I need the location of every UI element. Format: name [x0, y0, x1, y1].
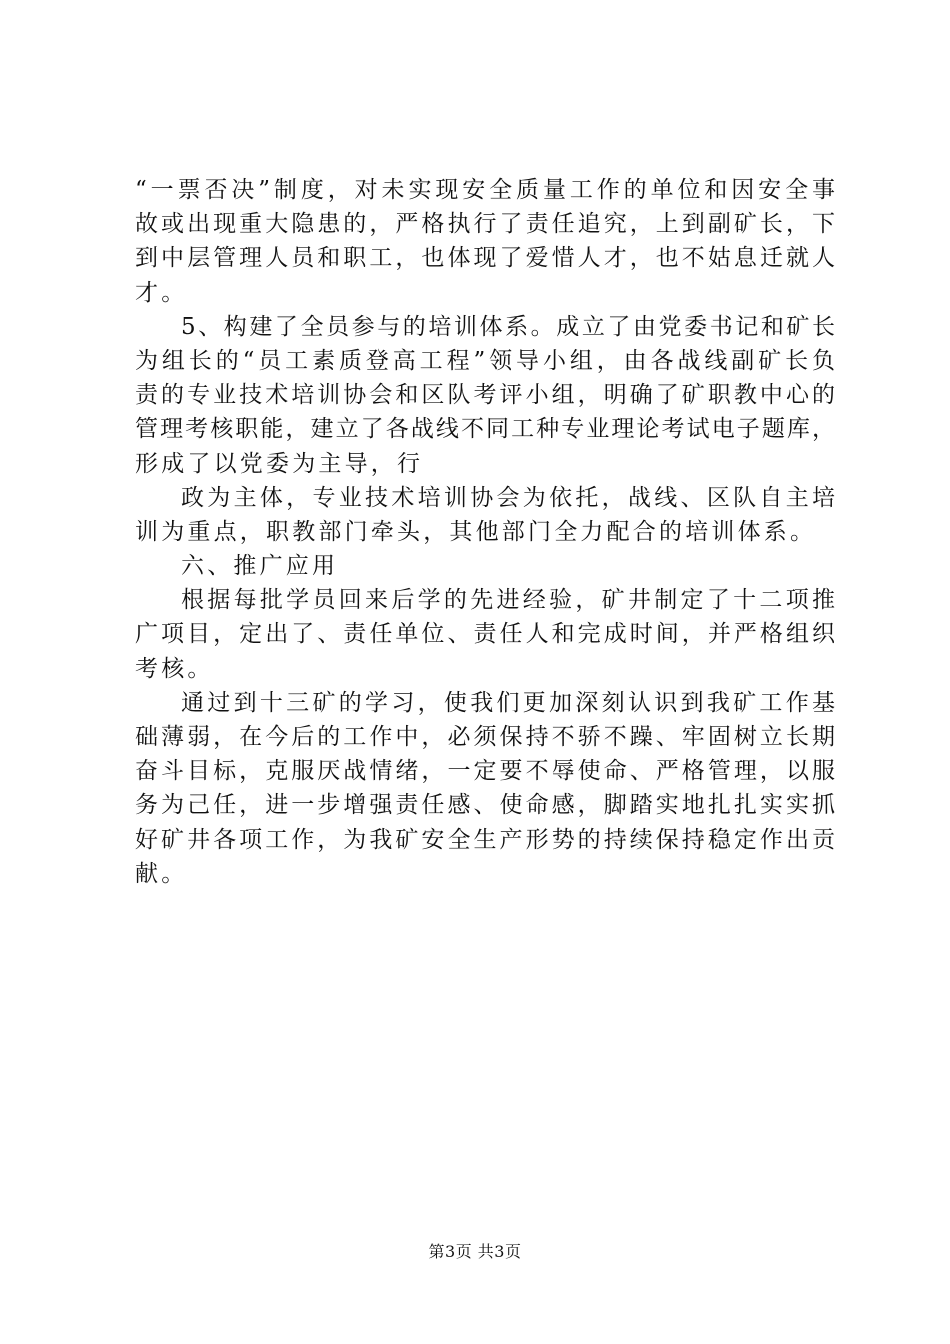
text-line: 故或出现重大隐患的，严格执行了责任追究，上到副矿长，下: [135, 211, 835, 238]
text-line: 通过到十三矿的学习，使我们更加深刻认识到我矿工作基: [181, 689, 835, 716]
text-line: 政为主体，专业技术培训协会为依托，战线、区队自主培: [181, 484, 835, 511]
text-line: 广项目，定出了、责任单位、责任人和完成时间，并严格组织: [135, 621, 835, 648]
text-line: “一票否决”制度，对未实现安全质量工作的单位和因安全事: [135, 177, 835, 203]
text-line: 献。: [135, 860, 188, 887]
page-footer: 第3页 共3页: [428, 1242, 522, 1261]
text-line: 训为重点，职教部门牵头，其他部门全力配合的培训体系。: [135, 518, 817, 545]
text-line: 形成了以党委为主导，行: [135, 450, 424, 477]
text-line: 管理考核职能，建立了各战线不同工种专业理论考试电子题库，: [135, 416, 835, 443]
text-line: 六、推广应用: [181, 553, 339, 580]
text-line: 根据每批学员回来后学的先进经验，矿井制定了十二项推: [181, 587, 835, 614]
text-line: 础薄弱，在今后的工作中，必须保持不骄不躁、牢固树立长期: [135, 724, 835, 750]
text-line: 到中层管理人员和职工，也体现了爱惜人才，也不姑息迁就人: [135, 245, 835, 272]
text-line: 为组长的“员工素质登高工程”领导小组，由各战线副矿长负: [135, 347, 835, 374]
text-line: 考核。: [135, 655, 214, 682]
text-line: 5、构建了全员参与的培训体系。成立了由党委书记和矿长: [181, 313, 835, 340]
text-line: 奋斗目标，克服厌战情绪，一定要不辱使命、严格管理，以服: [135, 758, 835, 785]
text-line: 责的专业技术培训协会和区队考评小组，明确了矿职教中心的: [135, 382, 835, 409]
text-line: 务为己任，进一步增强责任感、使命感，脚踏实地扎扎实实抓: [135, 792, 835, 819]
document-body: [135, 173, 835, 891]
text-line: 好矿井各项工作，为我矿安全生产形势的持续保持稳定作出贡: [135, 826, 835, 853]
text-line: 才。: [135, 279, 188, 306]
